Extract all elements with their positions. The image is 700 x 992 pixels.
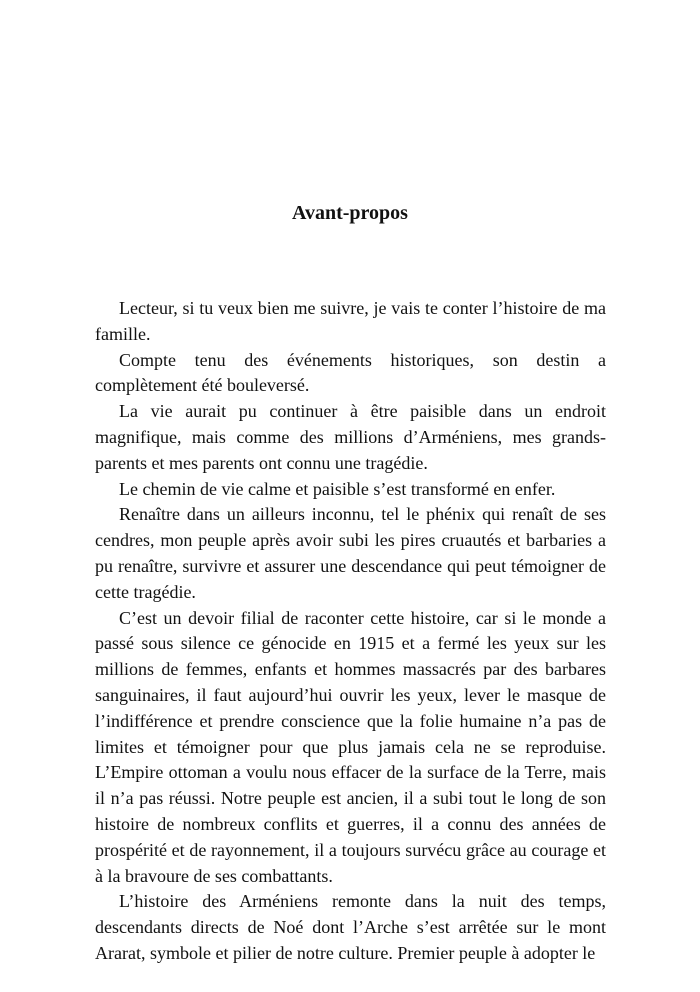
body-text: [95, 296, 606, 967]
paragraph: Lecteur, si tu veux bien me suivre, je vais te conter l’histoire de ma famille.: [95, 298, 606, 344]
paragraph: L’histoire des Arméniens remonte dans la nuit des temps, descendants directs de Noé dont l’Arche s’est arrêtée sur le mont Ararat, symbole et pilier de notre culture. Premier peuple à adopter le: [95, 891, 606, 963]
paragraph: C’est un devoir filial de raconter cette histoire, car si le monde a passé sous silence ce génocide en 1915 et a fermé les yeux sur les millions de femmes, enfants et hommes massacrés par des barbares sanguinaires, il faut aujourd’hui ouvrir les yeux, lever le masque de l’indifférence et prendre conscience que la folie humaine n’a pas de limites et témoigner pour que plus jamais cela ne se reproduise. L’Empire ottoman a voulu nous effacer de la surface de la Terre, mais il n’a pas réussi. Notre peuple est ancien, il a subi tout le long de son histoire de nombreux conflits et guerres, il a connu des années de prospérité et de rayonnement, il a toujours survécu grâce au courage et à la bravoure de ses combattants.: [95, 607, 606, 886]
paragraph: Le chemin de vie calme et paisible s’est transformé en enfer.: [119, 478, 556, 499]
paragraph: Compte tenu des événements historiques, son destin a complètement été bouleversé.: [95, 349, 606, 396]
paragraph: La vie aurait pu continuer à être paisible dans un endroit magnifique, mais comme des millions d’Arméniens, mes grands-parents et mes parents ont connu une tragédie.: [95, 401, 606, 473]
page-title: Avant-propos: [292, 202, 408, 224]
paragraph: Renaître dans un ailleurs inconnu, tel le phénix qui renaît de ses cendres, mon peuple après avoir subi les pires cruautés et barbaries a pu renaître, survivre et assurer une descendance qui peut témoigner de cette tragédie.: [95, 504, 606, 602]
